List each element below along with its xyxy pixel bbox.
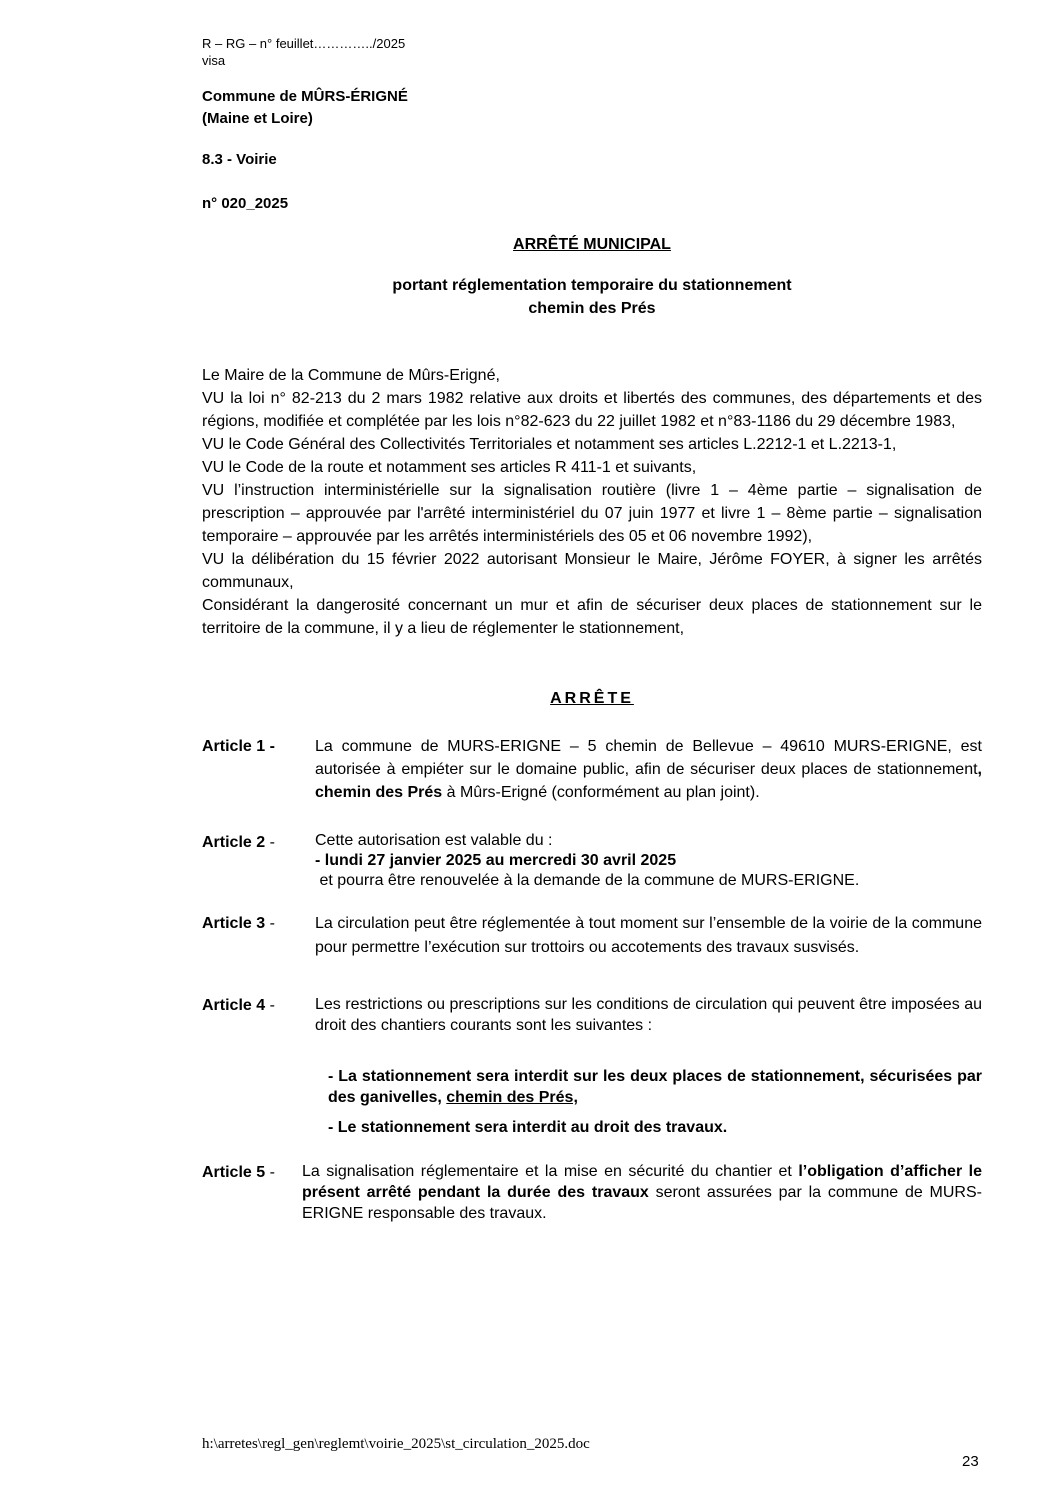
- preamble-line: VU la délibération du 15 février 2022 autorisant Monsieur le Maire, Jérôme FOYER, à signer les arrêtés communaux,: [202, 551, 982, 591]
- article-2-label: [202, 831, 275, 854]
- article-5-label-text: Article 5: [202, 1164, 266, 1181]
- article-2-label-dash: -: [265, 834, 275, 851]
- article-5-label-dash: -: [265, 1164, 275, 1181]
- visa-label: visa: [202, 53, 226, 68]
- article-3-label-dash: -: [265, 915, 275, 932]
- article-5-text: [302, 1161, 982, 1224]
- article-1-text-part: à Mûrs-Erigné (conformément au plan joint).: [442, 784, 760, 801]
- article-4-text: Les restrictions ou prescriptions sur les conditions de circulation qui peuvent être imposées au droit des chantiers courants sont les suivantes :: [315, 996, 982, 1034]
- article-3-label: [202, 912, 275, 935]
- preamble-line: VU la loi n° 82-213 du 2 mars 1982 relative aux droits et libertés des communes, des départements et des régions, modifiée et complétée par les lois n°82-623 du 22 juillet 1982 et n°83-1186 du 29 décembre 1983,: [202, 390, 982, 430]
- article-4-label: [202, 994, 275, 1017]
- article-3-text: La circulation peut être réglementée à tout moment sur l’ensemble de la voirie de la commune pour permettre l’exécution sur trottoirs ou accotements des travaux susvisés.: [315, 915, 982, 956]
- article-2-line-1: Cette autorisation est valable du :: [315, 832, 553, 849]
- arrete-number: n° 020_2025: [202, 195, 289, 212]
- preamble: [202, 364, 982, 640]
- article-5-label: [202, 1161, 275, 1184]
- article-4-item-1: [328, 1066, 982, 1108]
- article-1-text: [315, 735, 982, 804]
- article-5-text-part: seront assurées par la commune de MURS-ERIGNE responsable des travaux.: [302, 1184, 982, 1222]
- reference-block: [202, 35, 405, 69]
- preamble-line: VU le Code Général des Collectivités Territoriales et notamment ses articles L.2212-1 et L.2213-1,: [202, 436, 897, 453]
- article-3-label-text: Article 3: [202, 915, 266, 932]
- article-5-obligation: l’obligation d’afficher le présent arrêté pendant la durée des travaux: [302, 1163, 982, 1201]
- article-4-item-2: - Le stationnement sera interdit au droit des travaux.: [328, 1119, 728, 1136]
- article-2-dates: - lundi 27 janvier 2025 au mercredi 30 avril 2025: [315, 852, 677, 869]
- section-label: 8.3 - Voirie: [202, 151, 277, 168]
- document-subtitle: [202, 274, 982, 320]
- article-4-label-dash: -: [265, 997, 275, 1014]
- article-2-line-3: et pourra être renouvelée à la demande de la commune de MURS-ERIGNE.: [315, 872, 860, 889]
- preamble-line: VU le Code de la route et notamment ses articles R 411-1 et suivants,: [202, 459, 697, 476]
- subtitle-line-2: chemin des Prés: [528, 300, 656, 317]
- department-name: (Maine et Loire): [202, 110, 313, 127]
- article-4-label-text: Article 4: [202, 997, 266, 1014]
- file-path: h:\arretes\regl_gen\reglemt\voirie_2025\st_circulation_2025.doc: [202, 1436, 590, 1452]
- article-2-label-text: Article 2: [202, 834, 266, 851]
- preamble-line: Considérant la dangerosité concernant un mur et afin de sécuriser deux places de stationnement sur le territoire de la commune, il y a lieu de réglementer le stationnement,: [202, 597, 982, 637]
- article-4-item-1-location: chemin des Prés,: [446, 1089, 578, 1106]
- subtitle-line-1: portant réglementation temporaire du stationnement: [392, 277, 792, 294]
- ref-line: R – RG – n° feuillet…………../2025: [202, 36, 406, 51]
- article-5-text-part: La signalisation réglementaire et la mise en sécurité du chantier et: [302, 1163, 799, 1180]
- arrete-heading: ARRÊTE: [550, 690, 634, 707]
- preamble-line: VU l’instruction interministérielle sur la signalisation routière (livre 1 – 4ème partie – signalisation de prescription – approuvée par l'arrêté interministériel du 07 juin 1977 et livre 1 – 8ème partie – signalisation temporaire – approuvée par les arrêtés interministériels des 05 et 06 novembre 1992),: [202, 482, 982, 545]
- commune-name: Commune de MÛRS-ÉRIGNÉ: [202, 88, 408, 105]
- article-1-label: Article 1 -: [202, 738, 275, 755]
- commune-block: [202, 86, 408, 130]
- article-1-location: , chemin des Prés: [315, 761, 982, 801]
- page-number: 23: [962, 1453, 979, 1470]
- preamble-line: Le Maire de la Commune de Mûrs-Erigné,: [202, 367, 500, 384]
- article-2-text: [315, 831, 982, 891]
- document-title: ARRÊTÉ MUNICIPAL: [513, 236, 671, 253]
- article-4-item-1-text: - La stationnement sera interdit sur les deux places de stationnement, sécurisées par des ganivelles,: [328, 1068, 982, 1106]
- article-1-text-part: La commune de MURS-ERIGNE – 5 chemin de Bellevue – 49610 MURS-ERIGNE, est autorisée à empiéter sur le domaine public, afin de sécuriser deux places de stationnement: [315, 738, 982, 778]
